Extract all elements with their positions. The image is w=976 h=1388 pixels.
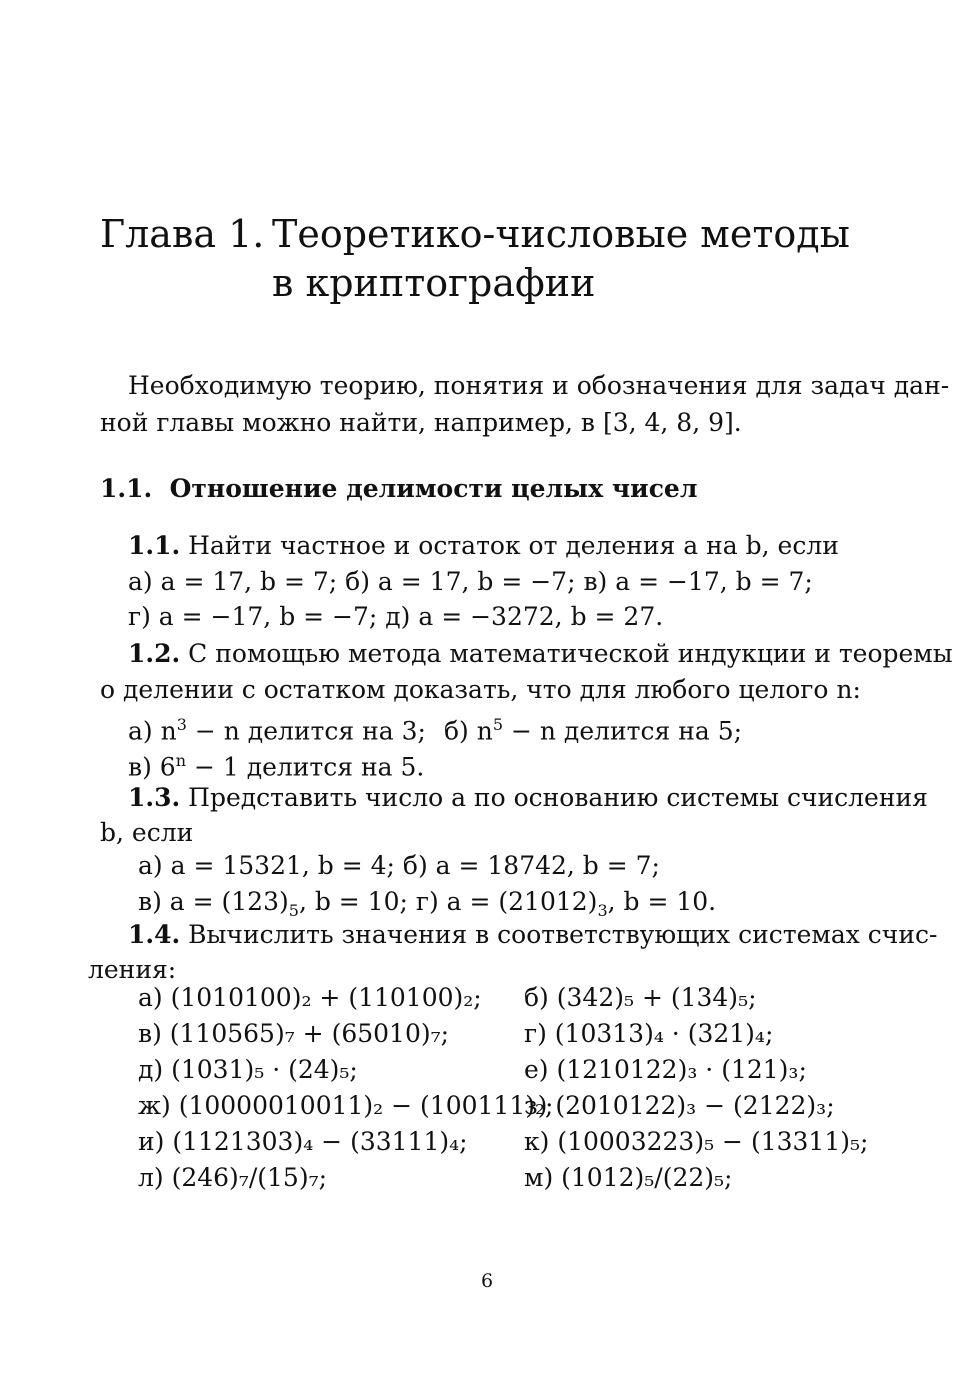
- chapter-number: Глава 1.: [100, 212, 265, 256]
- section-number: 1.1.: [100, 474, 153, 503]
- problem-1-2-item-a: а) $n^3 - n$ делится на 3;: [128, 715, 426, 746]
- problem-1-3: [128, 782, 928, 814]
- problem-1-4-text-line2: ления:: [88, 955, 177, 984]
- problem-text: С помощью метода математической индукции и теоремы: [188, 639, 953, 668]
- intro-line-1: Необходимую теорию, понятия и обозначения для задач дан-: [128, 371, 950, 400]
- chapter-title-line2: в криптографии: [272, 261, 596, 305]
- problem-number: 1.3.: [128, 783, 181, 812]
- problem-1-4-item: л) (246)₇/(15)₇;: [138, 1163, 328, 1192]
- problem-number: 1.2.: [128, 639, 181, 668]
- problem-1-4-item: е) (1210122)₃ · (121)₃;: [524, 1055, 807, 1084]
- problem-1-1-items-abc: а) a = 17, b = 7; б) a = 17, b = −7; в) a = −17, b = 7;: [128, 567, 813, 596]
- problem-number: 1.4.: [128, 920, 181, 949]
- problem-1-1: [128, 530, 839, 562]
- problem-1-4-item: в) (110565)₇ + (65010)₇;: [138, 1019, 450, 1048]
- problem-1-2: [128, 638, 953, 670]
- problem-1-4-item: и) (1121303)₄ − (33111)₄;: [138, 1127, 468, 1156]
- problem-1-4-item: м) (1012)₅/(22)₅;: [524, 1163, 733, 1192]
- problem-text: Представить число a по основанию системы счисления: [188, 783, 928, 812]
- problem-number: 1.1.: [128, 531, 181, 560]
- section-title: Отношение делимости целых чисел: [169, 474, 698, 503]
- problem-1-3-text-line2: b, если: [100, 818, 194, 847]
- problem-1-1-items-de: г) a = −17, b = −7; д) a = −3272, b = 27.: [128, 602, 664, 631]
- problem-1-4-item: а) (1010100)₂ + (110100)₂;: [138, 983, 482, 1012]
- problem-1-3-items-cd: в) $a = (123)_5$, b = 10; г) $a = (21012)_3$, b = 10.: [138, 887, 717, 920]
- problem-1-2-text-line2: о делении с остатком доказать, что для любого целого n:: [100, 675, 861, 704]
- section-heading: [100, 474, 697, 503]
- problem-1-2-item-c: в) $6^n - 1$ делится на 5.: [128, 751, 425, 782]
- problem-1-4: [128, 919, 937, 951]
- intro-line-2: ной главы можно найти, например, в [3, 4, 8, 9].: [100, 408, 742, 437]
- chapter-title-line1: Теоретико-числовые методы: [272, 212, 850, 256]
- page-number: 6: [481, 1270, 494, 1292]
- problem-1-4-item: к) (10003223)₅ − (13311)₅;: [524, 1127, 869, 1156]
- problem-1-4-item: г) (10313)₄ · (321)₄;: [524, 1019, 774, 1048]
- problem-text: Вычислить значения в соответствующих системах счис-: [188, 920, 938, 949]
- problem-1-4-item: з) (2010122)₃ − (2122)₃;: [524, 1091, 835, 1120]
- problem-1-4-item: б) (342)₅ + (134)₅;: [524, 983, 757, 1012]
- problem-1-4-item: д) (1031)₅ · (24)₅;: [138, 1055, 358, 1084]
- problem-text: Найти частное и остаток от деления a на b, если: [188, 531, 839, 560]
- problem-1-3-items-ab: а) a = 15321, b = 4; б) a = 18742, b = 7;: [138, 851, 660, 880]
- problem-1-4-item: ж) (10000010011)₂ − (100111)₂;: [138, 1091, 554, 1120]
- problem-1-2-item-b: б) $n^5 - n$ делится на 5;: [444, 715, 743, 746]
